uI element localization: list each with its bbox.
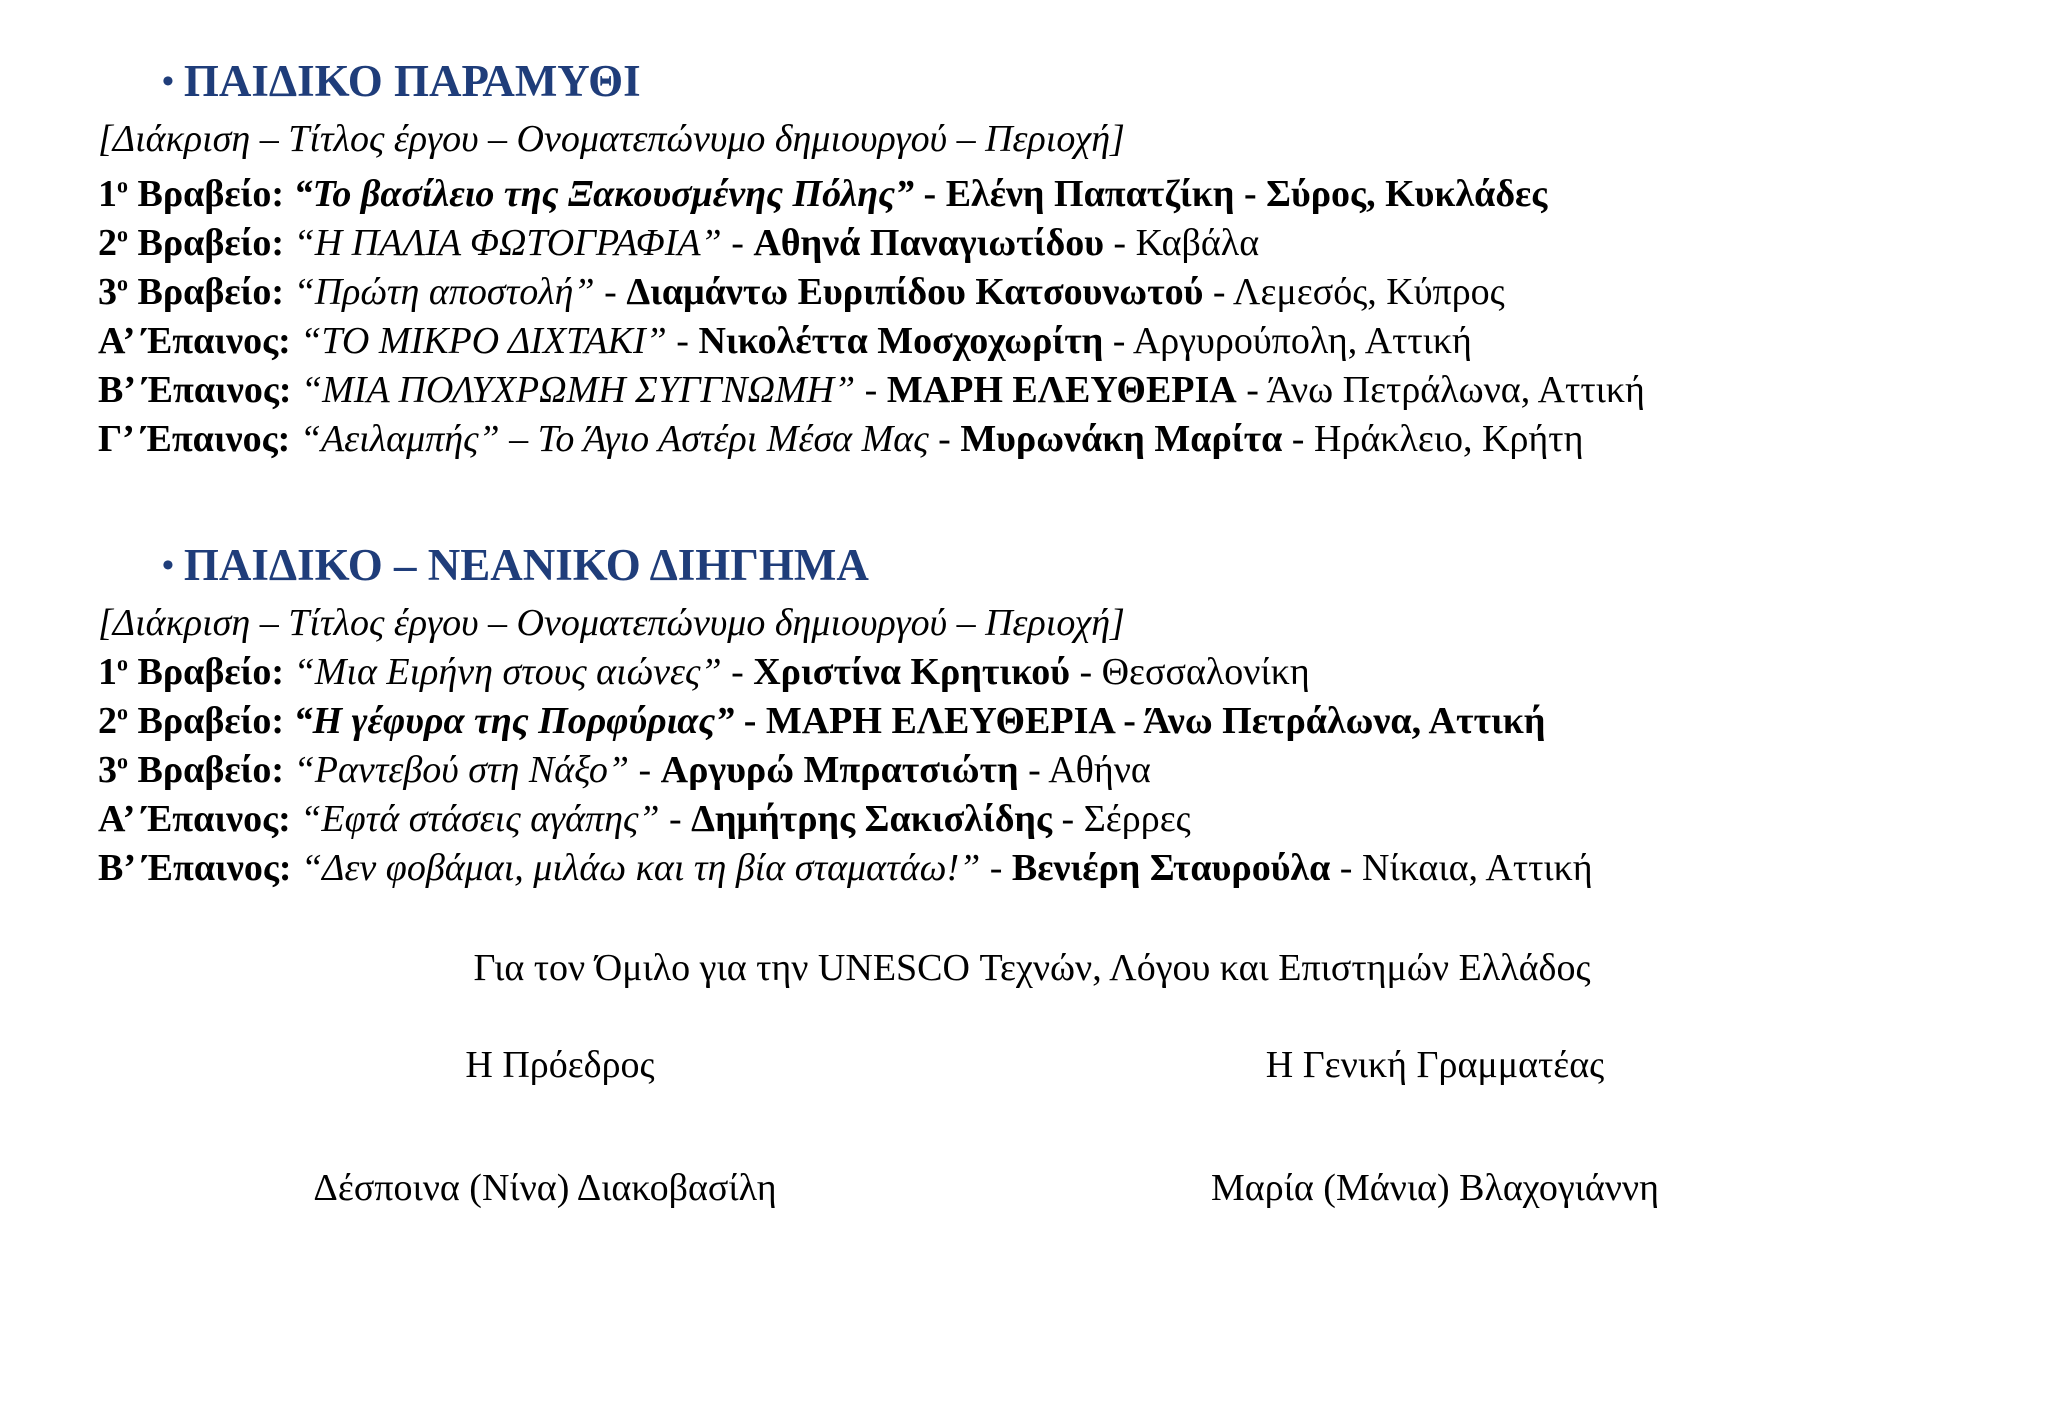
separator: - [1103, 222, 1136, 264]
separator: - [1113, 700, 1144, 742]
award-label: Βραβείο: [128, 749, 285, 791]
work-title: “Εφτά στάσεις αγάπης” [300, 798, 660, 840]
place: Άνω Πετράλωνα, Αττική [1143, 700, 1546, 742]
author-name: Χριστίνα Κρητικού [753, 651, 1070, 693]
place: Αργυρούπολη, Αττική [1132, 320, 1472, 362]
separator: - [1052, 798, 1084, 840]
separator: - [594, 271, 627, 313]
work-title: “Πρώτη αποστολή” [293, 271, 595, 313]
work-title: “Η ΠΑΛΙΑ ΦΩΤΟΓΡΑΦΙΑ” [293, 222, 722, 264]
award-label: Βραβείο: [128, 271, 285, 313]
separator: - [855, 369, 887, 411]
ordinal-mark: ο [117, 270, 128, 296]
bullet: • [162, 63, 174, 100]
secretary-name: Μαρία (Μάνια) Βλαχογιάννη [1211, 1167, 1659, 1209]
award-number: 2 [98, 222, 117, 264]
section-heading-fairytale [162, 56, 641, 106]
place: Ηράκλειο, Κρήτη [1313, 418, 1584, 460]
separator: - [659, 798, 692, 840]
separator: - [928, 418, 961, 460]
award-entry [98, 270, 1505, 313]
author-name: ΜΑΡΗ ΕΛΕΥΘΕΡΙΑ [765, 700, 1114, 742]
award-label: Α’ Έπαινος: [98, 320, 291, 362]
award-label: Γ’ Έπαινος: [98, 418, 291, 460]
ordinal-mark: ο [117, 699, 128, 725]
ordinal-mark: ο [117, 748, 128, 774]
place: Αθήνα [1048, 749, 1151, 791]
award-label: Α’ Έπαινος: [98, 798, 291, 840]
place: Σέρρες [1083, 798, 1191, 840]
author-name: Μυρωνάκη Μαρίτα [960, 418, 1283, 460]
place: Καβάλα [1135, 222, 1260, 264]
separator: - [1069, 651, 1102, 693]
author-name: Νικολέττα Μοσχοχωρίτη [698, 320, 1104, 362]
work-title: “Η γέφυρα της Πορφύριας” [293, 700, 735, 742]
award-entry [98, 748, 1151, 791]
award-entry [98, 371, 1645, 409]
separator: - [914, 173, 946, 215]
award-label: Βραβείο: [128, 222, 285, 264]
president-name: Δέσποινα (Νίνα) Διακοβασίλη [313, 1167, 777, 1209]
place: Λεμεσός, Κύπρος [1232, 271, 1505, 313]
work-title: “Το βασίλειο της Ξακουσμένης Πόλης” [293, 173, 915, 215]
separator: - [1103, 320, 1133, 362]
work-title: “Ραντεβού στη Νάξο” [293, 749, 629, 791]
award-number: 1 [98, 173, 117, 215]
separator: - [1203, 271, 1233, 313]
award-number: 3 [98, 271, 117, 313]
work-title: “ΤΟ ΜΙΚΡΟ ΔΙΧΤΑΚΙ” [300, 320, 667, 362]
author-name: Ελένη Παπατζίκη [945, 173, 1235, 215]
president-role: Η Πρόεδρος [465, 1044, 655, 1086]
award-entry [98, 420, 1583, 458]
award-number: 1 [98, 651, 117, 693]
ordinal-mark: ο [117, 650, 128, 676]
award-label: Βραβείο: [128, 173, 285, 215]
work-title: “Δεν φοβάμαι, μιλάω και τη βία σταματάω!” [301, 847, 981, 889]
award-entry [98, 699, 1546, 742]
separator: - [666, 320, 699, 362]
award-label: Β’ Έπαινος: [98, 369, 292, 411]
secretary-role: Η Γενική Γραμματέας [1265, 1044, 1605, 1086]
place: Σύρος, Κυκλάδες [1266, 173, 1548, 215]
award-entry [98, 221, 1260, 264]
author-name: Αργυρώ Μπρατσιώτη [660, 749, 1019, 791]
award-number: 2 [98, 700, 117, 742]
award-entry [98, 172, 1548, 215]
separator: - [734, 700, 766, 742]
separator: - [721, 651, 754, 693]
heading-text: ΠΑΙΔΙΚΟ ΠΑΡΑΜΥΘΙ [183, 56, 641, 106]
place: Θεσσαλονίκη [1101, 651, 1310, 693]
award-label: Βραβείο: [128, 651, 285, 693]
author-name: Δημήτρης Σακισλίδης [691, 798, 1053, 840]
heading-text: ΠΑΙΔΙΚΟ – ΝΕΑΝΙΚΟ ΔΙΗΓΗΜΑ [183, 540, 869, 590]
award-entry [98, 322, 1472, 360]
award-entry [98, 800, 1191, 838]
separator: - [1330, 847, 1362, 889]
separator: - [629, 749, 661, 791]
section-heading-story [162, 540, 869, 590]
author-name: Διαμάντω Ευριπίδου Κατσουνωτού [626, 271, 1204, 313]
separator: - [980, 847, 1012, 889]
author-name: Αθηνά Παναγιωτίδου [753, 222, 1104, 264]
legend-line: [Διάκριση – Τίτλος έργου – Ονοματεπώνυμο δημιουργού – Περιοχή] [98, 602, 1125, 644]
organization-line: Για τον Όμιλο για την UNESCO Τεχνών, Λόγου και Επιστημών Ελλάδος [473, 947, 1591, 989]
award-number: 3 [98, 749, 117, 791]
separator: - [1234, 173, 1267, 215]
award-entry [98, 849, 1593, 887]
separator: - [721, 222, 754, 264]
award-entry [98, 650, 1310, 693]
place: Νίκαια, Αττική [1361, 847, 1593, 889]
author-name: ΜΑΡΗ ΕΛΕΥΘΕΡΙΑ [886, 369, 1237, 411]
ordinal-mark: ο [117, 172, 128, 198]
separator: - [1018, 749, 1049, 791]
separator: - [1236, 369, 1267, 411]
place: Άνω Πετράλωνα, Αττική [1266, 369, 1645, 411]
work-title: “Αειλαμπής” – Το Άγιο Αστέρι Μέσα Μας [299, 418, 929, 460]
work-title: “ΜΙΑ ΠΟΛΥΧΡΩΜΗ ΣΥΓΓΝΩΜΗ” [301, 369, 856, 411]
legend-line: [Διάκριση – Τίτλος έργου – Ονοματεπώνυμο δημιουργού – Περιοχή] [98, 118, 1125, 160]
ordinal-mark: ο [117, 221, 128, 247]
award-label: Βραβείο: [128, 700, 285, 742]
work-title: “Μια Ειρήνη στους αιώνες” [293, 651, 722, 693]
bullet: • [162, 547, 174, 584]
separator: - [1282, 418, 1314, 460]
author-name: Βενιέρη Σταυρούλα [1011, 847, 1331, 889]
award-label: Β’ Έπαινος: [98, 847, 292, 889]
